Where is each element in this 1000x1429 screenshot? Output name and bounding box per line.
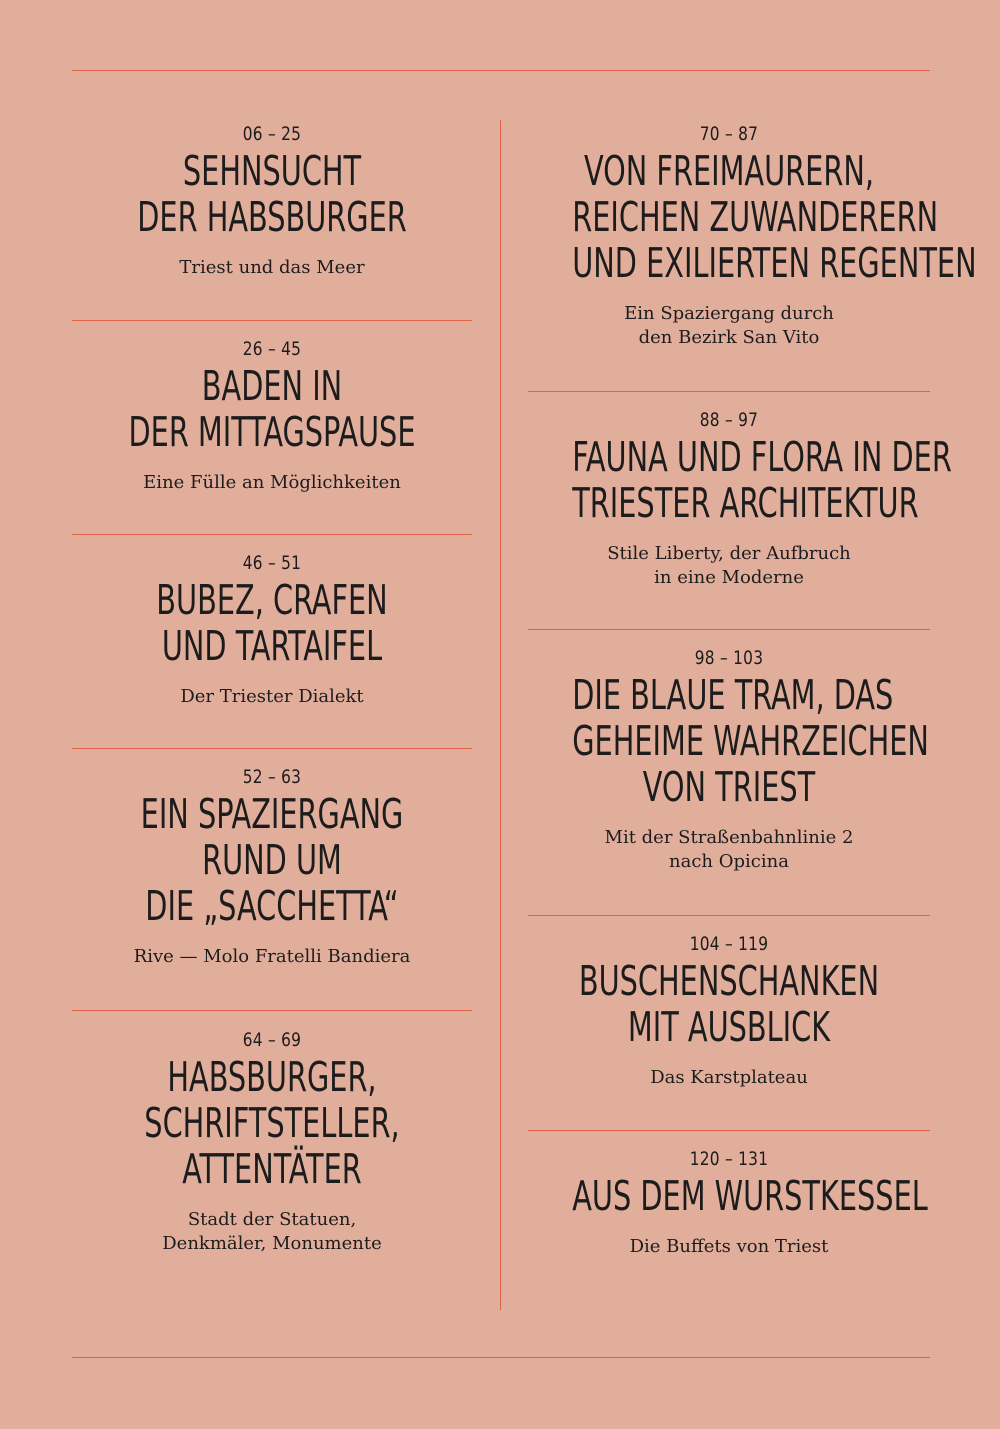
title-line: VON TRIEST <box>642 763 816 811</box>
title-line: MIT AUSBLICK <box>627 1003 831 1051</box>
subtitle-line: Stadt der Statuen, <box>187 1209 357 1230</box>
page-range: 120 – 131 <box>689 1148 769 1170</box>
title-line: SCHRIFTSTELLER, <box>144 1099 400 1147</box>
page-range: 88 – 97 <box>699 409 759 431</box>
title-line: TRIESTER ARCHITEKTUR <box>572 479 919 527</box>
page-range: 104 – 119 <box>689 933 769 955</box>
toc-entry[interactable] <box>72 765 472 969</box>
chapter-subtitle <box>528 542 930 590</box>
toc-entry[interactable] <box>528 408 952 590</box>
title-line: EIN SPAZIERGANG <box>140 790 404 838</box>
page-range: 06 – 25 <box>242 123 302 145</box>
title-line: RUND UM <box>202 836 342 884</box>
subtitle-line: Mit der Straßenbahnlinie 2 <box>604 827 854 848</box>
column-divider <box>500 120 501 1310</box>
title-line: VON FREIMAURERN, <box>584 147 874 195</box>
toc-entry[interactable] <box>528 646 930 874</box>
subtitle-line: Rive — Molo Fratelli Bandiera <box>133 946 411 967</box>
title-line: GEHEIME WAHRZEICHEN <box>572 717 929 765</box>
chapter-subtitle <box>528 826 930 874</box>
chapter-title <box>572 671 929 811</box>
page-range: 98 – 103 <box>694 647 764 669</box>
chapter-title <box>116 791 428 929</box>
page-range: 46 – 51 <box>242 552 302 574</box>
chapter-subtitle <box>72 471 472 495</box>
entry-separator <box>72 320 472 321</box>
title-line: ATTENTÄTER <box>182 1145 362 1193</box>
chapter-subtitle <box>72 945 472 969</box>
entry-separator <box>528 629 930 630</box>
toc-entry[interactable] <box>72 337 472 495</box>
chapter-subtitle <box>528 1235 930 1259</box>
title-line: FAUNA UND FLORA IN DER <box>572 433 952 481</box>
chapter-subtitle <box>72 256 472 280</box>
toc-entry[interactable] <box>528 1147 930 1259</box>
title-line: SEHNSUCHT <box>182 147 362 195</box>
subtitle-line: nach Opicina <box>669 851 789 872</box>
chapter-subtitle <box>72 685 472 709</box>
chapter-subtitle <box>72 1208 472 1256</box>
entry-separator <box>528 915 930 916</box>
chapter-title <box>572 433 952 527</box>
title-line: UND TARTAIFEL <box>161 622 383 670</box>
entry-separator <box>72 534 472 535</box>
entry-separator <box>72 748 472 749</box>
chapter-title <box>116 148 428 240</box>
subtitle-line: Ein Spaziergang durch <box>624 303 834 324</box>
subtitle-line: den Bezirk San Vito <box>638 327 820 348</box>
chapter-title <box>116 363 428 455</box>
subtitle-line: Stile Liberty, der Aufbruch <box>607 543 851 564</box>
title-line: DIE BLAUE TRAM, DAS <box>572 671 894 719</box>
chapter-title <box>572 1172 928 1220</box>
page-range: 70 – 87 <box>699 123 759 145</box>
title-line: HABSBURGER, <box>167 1053 377 1101</box>
subtitle-line: Der Triester Dialekt <box>180 686 364 707</box>
title-line: UND EXILIERTEN REGENTEN <box>572 239 977 287</box>
title-line: DIE „SACCHETTA“ <box>145 882 399 930</box>
title-line: DER HABSBURGER <box>137 193 407 241</box>
title-line: BADEN IN <box>201 362 343 410</box>
page-range: 64 – 69 <box>242 1029 302 1051</box>
page-range: 26 – 45 <box>242 338 302 360</box>
chapter-title <box>116 1054 428 1192</box>
title-line: AUS DEM WURSTKESSEL <box>572 1172 928 1220</box>
title-line: BUSCHENSCHANKEN <box>578 957 880 1005</box>
subtitle-line: Das Karstplateau <box>650 1067 808 1088</box>
page-range: 52 – 63 <box>242 766 302 788</box>
toc-entry[interactable] <box>72 122 472 280</box>
entry-separator <box>528 391 930 392</box>
title-line: DER MITTAGSPAUSE <box>128 408 416 456</box>
title-line: REICHEN ZUWANDERERN <box>572 193 939 241</box>
subtitle-line: Eine Fülle an Möglichkeiten <box>143 472 401 493</box>
toc-entry[interactable] <box>72 1028 472 1256</box>
subtitle-line: Die Buffets von Triest <box>629 1236 829 1257</box>
chapter-subtitle <box>528 302 930 350</box>
bottom-rule <box>72 1357 930 1358</box>
chapter-title <box>572 958 886 1050</box>
toc-entry[interactable] <box>72 551 472 709</box>
title-line: BUBEZ, CRAFEN <box>156 576 388 624</box>
chapter-subtitle <box>528 1066 930 1090</box>
subtitle-line: Denkmäler, Monumente <box>162 1233 382 1254</box>
chapter-title <box>116 577 428 669</box>
toc-entry[interactable] <box>528 932 930 1090</box>
subtitle-line: Triest und das Meer <box>179 257 365 278</box>
subtitle-line: in eine Moderne <box>654 567 804 588</box>
top-rule <box>72 70 930 71</box>
entry-separator <box>72 1010 472 1011</box>
chapter-title <box>572 147 977 287</box>
toc-entry[interactable] <box>528 122 977 350</box>
entry-separator <box>528 1130 930 1131</box>
